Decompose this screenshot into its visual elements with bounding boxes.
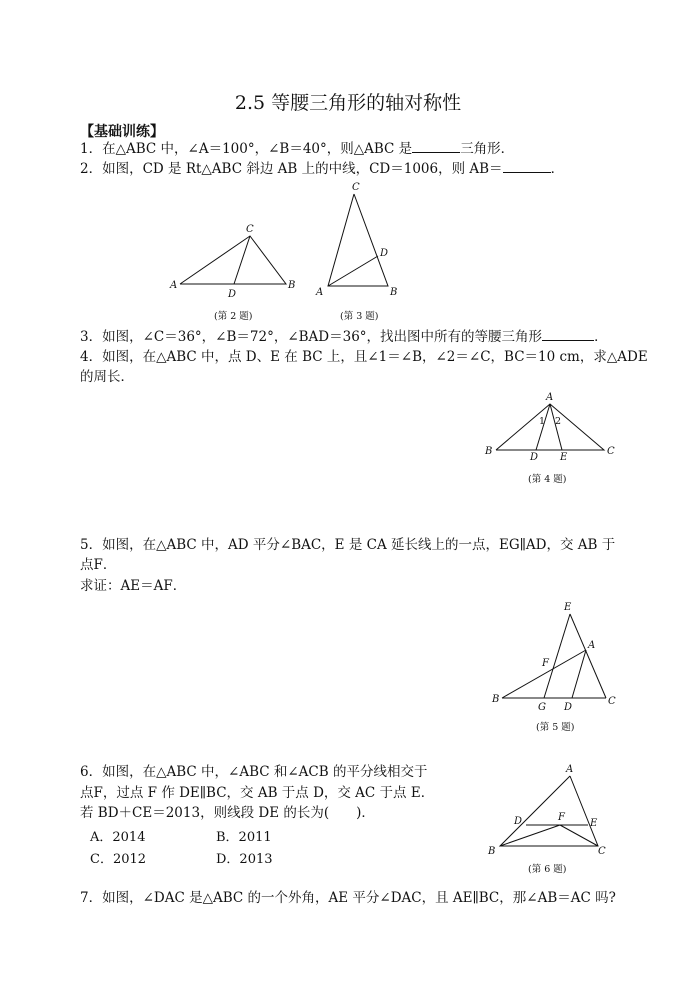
figure-6-caption: (第 6 题) bbox=[528, 864, 567, 875]
answer-blank bbox=[412, 140, 460, 153]
question-4-line-1: 4．如图，在△ABC 中，点 D、E 在 BC 上，且∠1＝∠B，∠2＝∠C，BC＝10 cm，求△ADE bbox=[80, 349, 648, 365]
figure-2-caption: (第 2 题) bbox=[214, 311, 253, 322]
fig6-label-a: A bbox=[566, 764, 574, 775]
question-5-line-3: 求证：AE＝AF． bbox=[80, 578, 187, 594]
fig4-angle-2: 2 bbox=[555, 416, 562, 427]
option-b: B．2011 bbox=[216, 830, 272, 845]
option-a: A．2014 bbox=[90, 830, 146, 845]
fig5-label-g: G bbox=[538, 702, 546, 713]
page-title: 2.5 等腰三角形的轴对称性 bbox=[234, 92, 462, 114]
fig6-label-c: C bbox=[598, 846, 606, 857]
figure-6 bbox=[486, 760, 616, 860]
fig5-label-a: A bbox=[588, 640, 596, 651]
fig6-label-f: F bbox=[558, 812, 565, 823]
fig4-label-c: C bbox=[607, 446, 615, 457]
answer-blank bbox=[503, 160, 551, 173]
figure-4-caption: (第 4 题) bbox=[528, 474, 567, 485]
fig4-label-d: D bbox=[530, 452, 539, 463]
question-6-line-3: 若 BD＋CE＝2013，则线段 DE 的长为( )． bbox=[80, 805, 375, 821]
option-d: D．2013 bbox=[216, 852, 273, 867]
figure-5-caption: (第 5 题) bbox=[536, 722, 575, 733]
fig5-label-c: C bbox=[608, 696, 616, 707]
fig4-label-b: B bbox=[485, 446, 493, 457]
question-6-line-1: 6．如图，在△ABC 中，∠ABC 和∠ACB 的平分线相交于 bbox=[80, 764, 428, 780]
fig3-label-c: C bbox=[352, 182, 360, 193]
fig5-label-f: F bbox=[542, 658, 549, 669]
question-1-text: 1．在△ABC 中，∠A＝100°，∠B＝40°，则△ABC 是 bbox=[80, 141, 413, 157]
fig6-label-d: D bbox=[514, 816, 523, 827]
question-4-line-2: 的周长． bbox=[80, 369, 134, 385]
figure-2 bbox=[168, 220, 308, 300]
question-3-suffix: ． bbox=[594, 329, 608, 345]
fig5-label-b: B bbox=[492, 694, 500, 705]
fig2-label-d: D bbox=[228, 289, 237, 300]
fig3-label-a: A bbox=[316, 287, 324, 298]
option-c: C．2012 bbox=[90, 852, 147, 867]
question-2-text: 2．如图，CD 是 Rt△ABC 斜边 AB 上的中线，CD＝1006，则 AB＝ bbox=[80, 161, 503, 177]
fig3-label-d: D bbox=[380, 248, 389, 259]
figure-3 bbox=[312, 180, 412, 300]
fig5-label-e: E bbox=[564, 602, 572, 613]
question-5-line-1: 5．如图，在△ABC 中，AD 平分∠BAC，E 是 CA 延长线上的一点，EG∥AD，交 AB 于 bbox=[80, 537, 616, 553]
fig4-label-a: A bbox=[546, 392, 554, 403]
fig2-label-b: B bbox=[288, 280, 296, 291]
fig4-angle-1: 1 bbox=[539, 416, 546, 427]
question-5-line-2: 点F． bbox=[80, 557, 117, 573]
answer-blank bbox=[542, 328, 594, 341]
fig2-label-c: C bbox=[246, 224, 254, 235]
fig6-label-e: E bbox=[590, 818, 598, 829]
fig2-label-a: A bbox=[170, 280, 178, 291]
fig3-label-b: B bbox=[390, 287, 398, 298]
question-6-line-2: 点F，过点 F 作 DE∥BC，交 AB 于点 D，交 AC 于点 E． bbox=[80, 785, 435, 801]
question-2 bbox=[80, 160, 564, 178]
question-3 bbox=[80, 328, 608, 346]
figure-3-caption: (第 3 题) bbox=[340, 311, 379, 322]
question-7-line-1: 7．如图，∠DAC 是△ABC 的一个外角，AE 平分∠DAC，且 AE∥BC，那∠AB＝AC 吗? bbox=[80, 890, 616, 906]
question-1-suffix: 三角形． bbox=[460, 141, 515, 157]
question-2-suffix: ． bbox=[550, 161, 565, 177]
section-heading: 【基础训练】 bbox=[80, 124, 164, 140]
figure-5 bbox=[488, 598, 628, 718]
figure-4 bbox=[484, 390, 624, 463]
fig5-label-d: D bbox=[564, 702, 573, 713]
fig4-label-e: E bbox=[560, 452, 568, 463]
question-3-text: 3．如图，∠C＝36°，∠B＝72°，∠BAD＝36°，找出图中所有的等腰三角形 bbox=[80, 329, 543, 345]
fig6-label-b: B bbox=[488, 846, 496, 857]
question-1 bbox=[80, 140, 514, 158]
